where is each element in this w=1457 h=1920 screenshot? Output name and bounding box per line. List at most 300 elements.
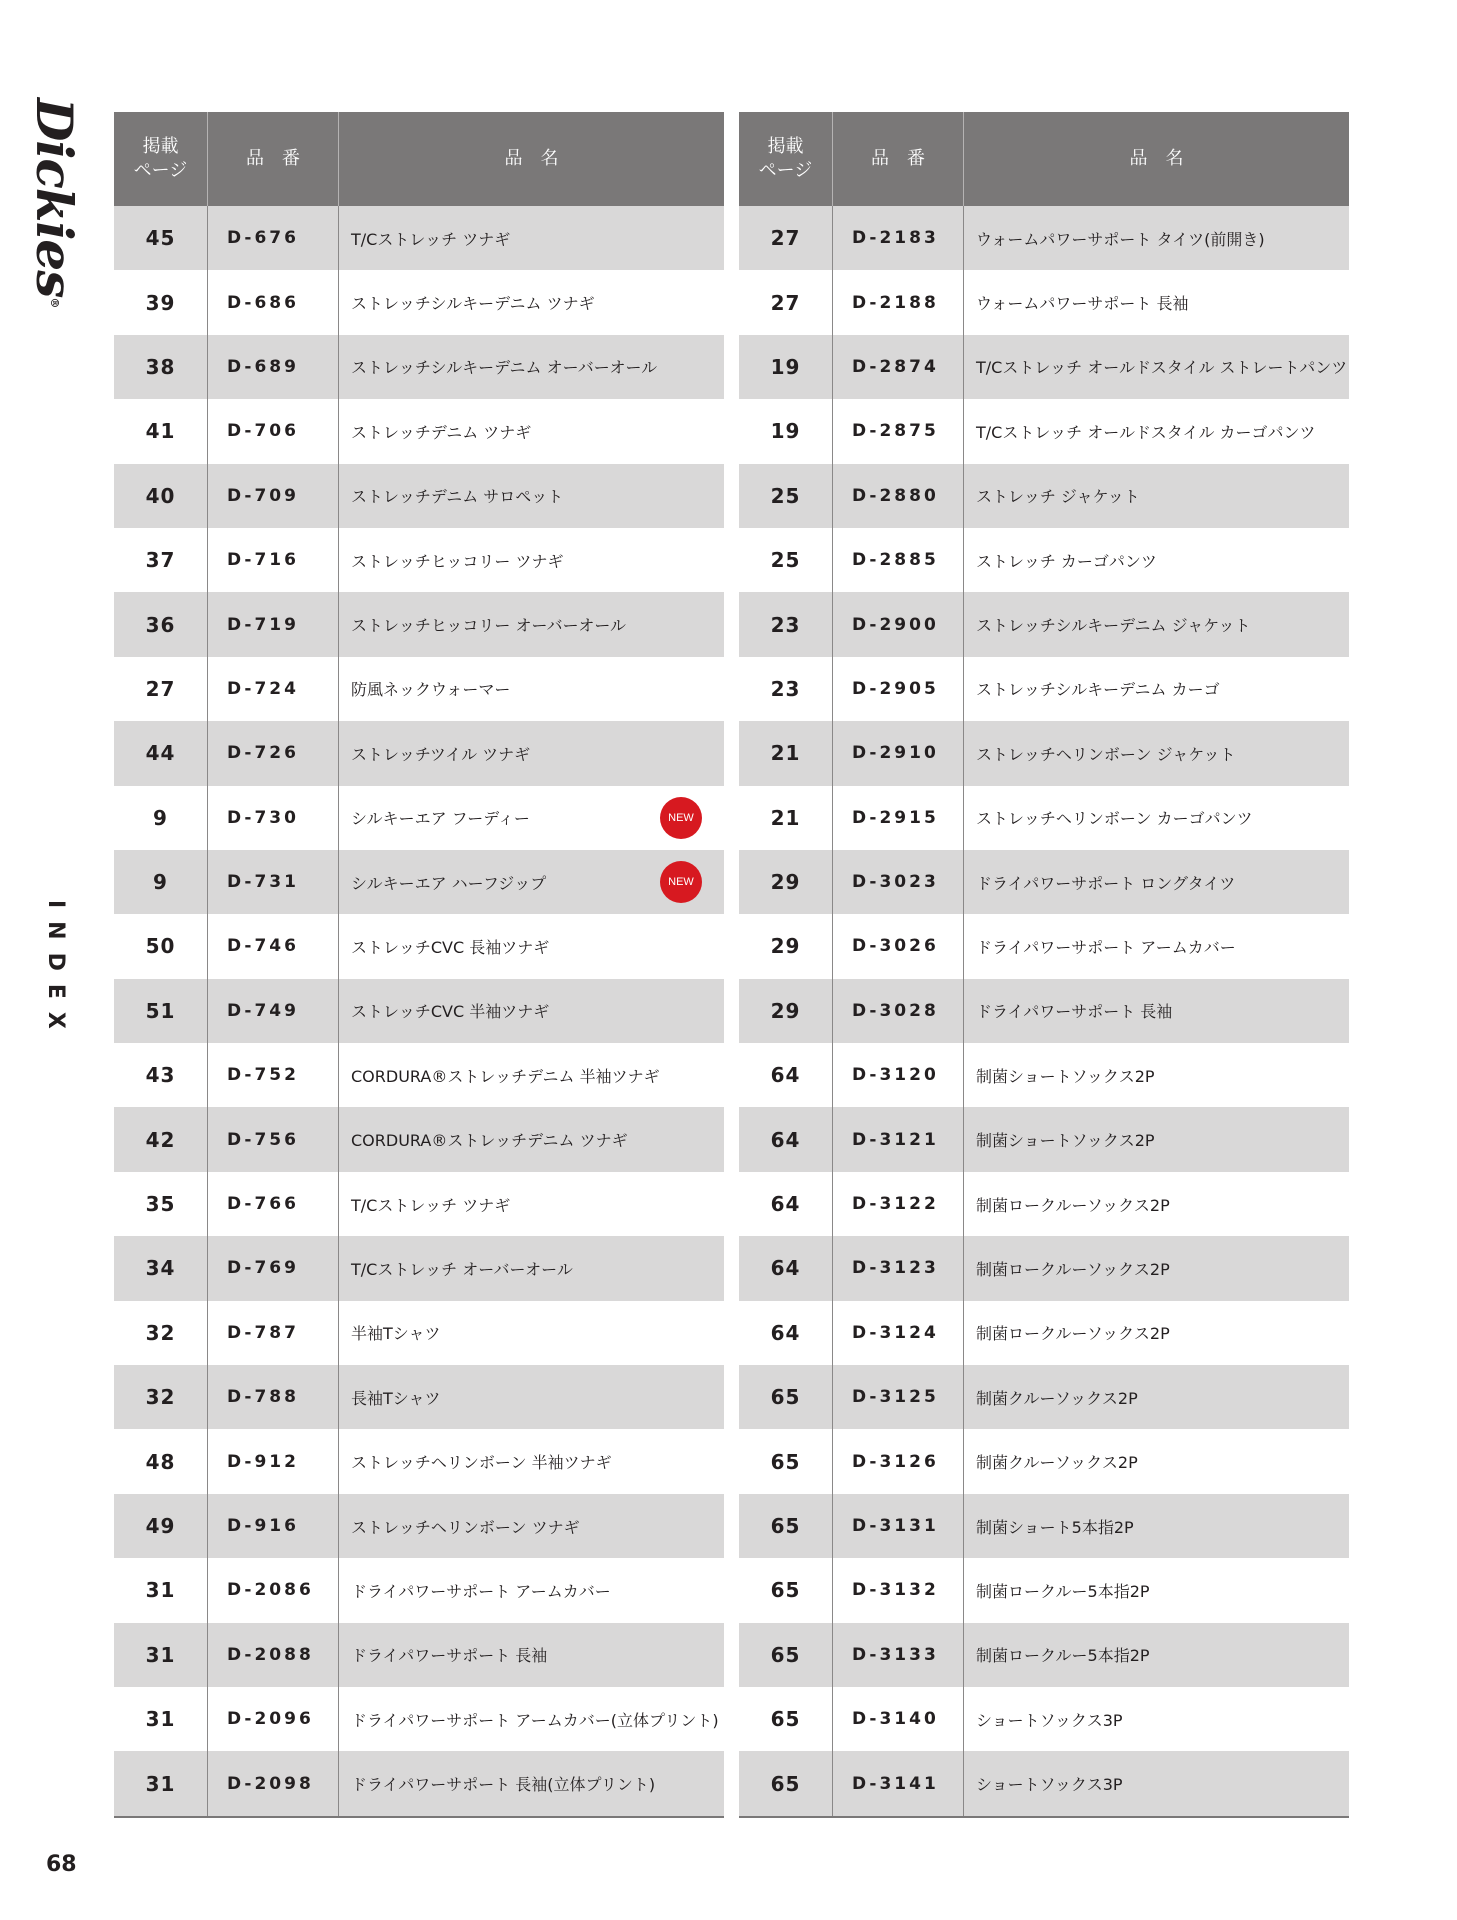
table-row xyxy=(739,1043,1349,1107)
table-row xyxy=(739,1301,1349,1365)
code-cell xyxy=(207,1558,338,1622)
page-cell-text: 65 xyxy=(770,1385,801,1410)
page-cell xyxy=(739,850,832,914)
page-cell-text: 21 xyxy=(770,805,801,830)
name-cell xyxy=(963,786,1349,850)
name-cell-text: ストレッチデニム ツナギ xyxy=(351,422,532,442)
code-cell xyxy=(207,270,338,334)
page-cell xyxy=(739,592,832,656)
page-cell xyxy=(114,335,207,399)
name-cell-text: CORDURA®ストレッチデニム 半袖ツナギ xyxy=(351,1066,660,1086)
page-cell xyxy=(114,399,207,463)
name-cell xyxy=(338,528,724,592)
code-cell-text: D-716 xyxy=(227,550,299,571)
page-cell-text: 40 xyxy=(145,483,176,508)
name-cell xyxy=(338,1623,724,1687)
table-row xyxy=(739,335,1349,399)
name-cell-text: ドライパワーサポート ロングタイツ xyxy=(976,873,1236,893)
code-cell xyxy=(207,335,338,399)
code-cell-text: D-2086 xyxy=(227,1580,314,1601)
name-cell xyxy=(338,721,724,785)
table-row xyxy=(114,1558,724,1622)
name-cell-text: ドライパワーサポート 長袖 xyxy=(976,1002,1173,1022)
page-cell-text: 64 xyxy=(770,1063,801,1088)
table-row xyxy=(114,1172,724,1236)
name-cell xyxy=(963,592,1349,656)
table-row xyxy=(114,1429,724,1493)
name-cell xyxy=(338,335,724,399)
header-name: 品 名 xyxy=(963,112,1349,206)
page-cell-text: 23 xyxy=(770,612,801,637)
page-cell-text: 32 xyxy=(145,1320,176,1345)
page-cell xyxy=(114,270,207,334)
code-cell xyxy=(832,1236,963,1300)
page-cell-text: 29 xyxy=(770,934,801,959)
page-cell xyxy=(739,206,832,270)
name-cell-text: ストレッチヘリンボーン 半袖ツナギ xyxy=(351,1453,612,1473)
page-cell xyxy=(114,1301,207,1365)
table-row xyxy=(739,270,1349,334)
code-cell-text: D-2088 xyxy=(227,1644,314,1665)
name-cell-text: ストレッチシルキーデニム カーゴ xyxy=(976,680,1220,700)
name-cell xyxy=(963,657,1349,721)
page-cell-text: 23 xyxy=(770,676,801,701)
name-cell xyxy=(338,206,724,270)
page-cell-text: 31 xyxy=(145,1578,176,1603)
name-cell xyxy=(338,1365,724,1429)
page-cell-text: 43 xyxy=(145,1063,176,1088)
table-row xyxy=(739,206,1349,270)
code-cell xyxy=(207,464,338,528)
name-cell-text: ストレッチ カーゴパンツ xyxy=(976,551,1157,571)
code-cell xyxy=(832,1301,963,1365)
code-cell-text: D-726 xyxy=(227,743,299,764)
name-cell-text: ドライパワーサポート 長袖(立体プリント) xyxy=(351,1775,656,1795)
name-cell-text: ストレッチツイル ツナギ xyxy=(351,744,531,764)
name-cell xyxy=(338,979,724,1043)
page-cell-text: 29 xyxy=(770,870,801,895)
code-cell-text: D-3121 xyxy=(852,1129,939,1150)
code-cell xyxy=(832,657,963,721)
name-cell-text: ドライパワーサポート アームカバー(立体プリント) xyxy=(351,1710,719,1730)
code-cell-text: D-2188 xyxy=(852,292,939,313)
table-row xyxy=(114,1687,724,1751)
name-cell xyxy=(338,399,724,463)
name-cell-text: ショートソックス3P xyxy=(976,1710,1123,1730)
name-cell-text: 制菌クルーソックス2P xyxy=(976,1453,1138,1473)
code-cell xyxy=(832,1558,963,1622)
name-cell xyxy=(963,1558,1349,1622)
page-cell-text: 21 xyxy=(770,741,801,766)
page-number: 68 xyxy=(46,1852,77,1877)
code-cell-text: D-689 xyxy=(227,356,299,377)
code-cell-text: D-709 xyxy=(227,485,299,506)
name-cell xyxy=(963,1043,1349,1107)
code-cell xyxy=(832,1494,963,1558)
name-cell-text: ウォームパワーサポート 長袖 xyxy=(976,294,1189,314)
table-row xyxy=(739,1494,1349,1558)
page-cell xyxy=(739,979,832,1043)
table-row xyxy=(739,464,1349,528)
page-cell xyxy=(739,1623,832,1687)
name-cell-text: 制菌ショート5本指2P xyxy=(976,1517,1134,1537)
page-cell xyxy=(739,528,832,592)
name-cell xyxy=(338,1301,724,1365)
name-cell xyxy=(338,1172,724,1236)
name-cell xyxy=(963,206,1349,270)
header-code: 品 番 xyxy=(832,112,963,206)
code-cell xyxy=(207,399,338,463)
code-cell xyxy=(207,528,338,592)
name-cell-text: ストレッチシルキーデニム オーバーオール xyxy=(351,358,658,378)
name-cell xyxy=(338,1687,724,1751)
page-cell xyxy=(739,1751,832,1815)
page-cell-text: 51 xyxy=(145,998,176,1023)
page-cell-text: 9 xyxy=(153,805,168,830)
name-cell xyxy=(338,270,724,334)
page-cell-text: 41 xyxy=(145,419,176,444)
name-cell-text: T/Cストレッチ ツナギ xyxy=(351,229,511,249)
page-cell xyxy=(739,1365,832,1429)
code-cell-text: D-746 xyxy=(227,936,299,957)
index-table-left xyxy=(114,112,724,1818)
code-cell xyxy=(832,850,963,914)
page-cell xyxy=(114,1172,207,1236)
page-cell xyxy=(114,206,207,270)
name-cell-text: ストレッチヘリンボーン ジャケット xyxy=(976,744,1236,764)
page-cell xyxy=(739,399,832,463)
name-cell-text: ストレッチヒッコリー ツナギ xyxy=(351,551,564,571)
page-cell xyxy=(739,1558,832,1622)
code-cell xyxy=(832,206,963,270)
page-cell xyxy=(114,1043,207,1107)
table-row xyxy=(114,270,724,334)
name-cell xyxy=(338,1429,724,1493)
page-cell-text: 27 xyxy=(770,290,801,315)
name-cell xyxy=(338,1043,724,1107)
table-body xyxy=(114,206,724,1816)
name-cell-text: シルキーエア ハーフジップ xyxy=(351,873,547,893)
table-row xyxy=(739,1687,1349,1751)
code-cell-text: D-2096 xyxy=(227,1709,314,1730)
name-cell-text: 制菌ロークルーソックス2P xyxy=(976,1324,1170,1344)
code-cell-text: D-769 xyxy=(227,1258,299,1279)
table-row xyxy=(114,850,724,914)
code-cell xyxy=(832,914,963,978)
page-cell xyxy=(114,1494,207,1558)
name-cell xyxy=(338,464,724,528)
table-row xyxy=(739,1365,1349,1429)
name-cell xyxy=(963,1172,1349,1236)
name-cell xyxy=(963,528,1349,592)
table-row xyxy=(114,721,724,785)
page-cell-text: 39 xyxy=(145,290,176,315)
name-cell-text: ストレッチ ジャケット xyxy=(976,487,1140,507)
table-row xyxy=(739,592,1349,656)
page-cell-text: 19 xyxy=(770,419,801,444)
code-cell-text: D-3141 xyxy=(852,1773,939,1794)
table-row xyxy=(114,1236,724,1300)
name-cell xyxy=(338,1558,724,1622)
header-code: 品 番 xyxy=(207,112,338,206)
page-cell-text: 38 xyxy=(145,354,176,379)
code-cell-text: D-756 xyxy=(227,1129,299,1150)
page-cell xyxy=(739,1236,832,1300)
page-cell xyxy=(114,1687,207,1751)
table-row xyxy=(114,592,724,656)
code-cell xyxy=(832,979,963,1043)
page-cell-text: 35 xyxy=(145,1192,176,1217)
page-cell xyxy=(114,528,207,592)
code-cell-text: D-2910 xyxy=(852,743,939,764)
page-cell xyxy=(739,1301,832,1365)
name-cell-text: 制菌クルーソックス2P xyxy=(976,1388,1138,1408)
page-cell-text: 42 xyxy=(145,1127,176,1152)
code-cell xyxy=(207,721,338,785)
page-cell xyxy=(114,1107,207,1171)
code-cell-text: D-788 xyxy=(227,1387,299,1408)
name-cell xyxy=(963,399,1349,463)
name-cell xyxy=(338,914,724,978)
code-cell xyxy=(832,1623,963,1687)
name-cell xyxy=(338,850,724,914)
name-cell xyxy=(963,464,1349,528)
code-cell-text: D-787 xyxy=(227,1322,299,1343)
code-cell-text: D-766 xyxy=(227,1194,299,1215)
code-cell-text: D-916 xyxy=(227,1516,299,1536)
page-cell-text: 19 xyxy=(770,354,801,379)
code-cell xyxy=(207,1365,338,1429)
code-cell xyxy=(207,979,338,1043)
name-cell-text: ストレッチデニム サロペット xyxy=(351,487,564,507)
code-cell xyxy=(207,850,338,914)
registered-mark: ® xyxy=(48,297,61,308)
code-cell-text: D-2874 xyxy=(852,356,939,377)
code-cell-text: D-676 xyxy=(227,228,299,249)
table-row xyxy=(114,1107,724,1171)
code-cell xyxy=(207,1107,338,1171)
table-row xyxy=(114,979,724,1043)
name-cell xyxy=(963,335,1349,399)
code-cell-text: D-3026 xyxy=(852,936,939,957)
page-cell-text: 29 xyxy=(770,998,801,1023)
table-row xyxy=(739,399,1349,463)
page-cell-text: 31 xyxy=(145,1707,176,1732)
page-cell-text: 64 xyxy=(770,1320,801,1345)
name-cell xyxy=(963,1236,1349,1300)
code-cell-text: D-719 xyxy=(227,614,299,635)
table-row xyxy=(739,1751,1349,1815)
code-cell-text: D-731 xyxy=(227,872,299,893)
table-row xyxy=(739,1107,1349,1171)
name-cell xyxy=(963,850,1349,914)
code-cell-text: D-2098 xyxy=(227,1773,314,1794)
name-cell xyxy=(963,914,1349,978)
name-cell-text: T/Cストレッチ ツナギ xyxy=(351,1195,511,1215)
page-cell xyxy=(739,1429,832,1493)
page-cell-text: 45 xyxy=(145,226,176,251)
name-cell xyxy=(963,1623,1349,1687)
name-cell xyxy=(338,786,724,850)
page-cell-text: 65 xyxy=(770,1771,801,1796)
name-cell-text: ドライパワーサポート アームカバー xyxy=(351,1581,611,1601)
code-cell-text: D-2915 xyxy=(852,807,939,828)
page-cell xyxy=(739,1494,832,1558)
page-cell-text: 25 xyxy=(770,483,801,508)
name-cell-text: 制菌ショートソックス2P xyxy=(976,1066,1155,1086)
header-name: 品 名 xyxy=(338,112,724,206)
page-cell xyxy=(739,1107,832,1171)
code-cell-text: D-706 xyxy=(227,421,299,442)
page-cell-text: 64 xyxy=(770,1256,801,1281)
name-cell xyxy=(963,1429,1349,1493)
page-cell-text: 65 xyxy=(770,1642,801,1667)
name-cell xyxy=(338,592,724,656)
code-cell xyxy=(832,1107,963,1171)
name-cell xyxy=(338,1107,724,1171)
table-row xyxy=(114,1494,724,1558)
brand-logo-text: Dickies® xyxy=(25,98,84,308)
code-cell xyxy=(832,592,963,656)
table-row xyxy=(114,1751,724,1815)
code-cell xyxy=(207,1429,338,1493)
code-cell-text: D-3122 xyxy=(852,1194,939,1215)
page-cell xyxy=(739,335,832,399)
page-cell xyxy=(114,914,207,978)
new-badge: NEW xyxy=(660,797,702,839)
table-row xyxy=(114,335,724,399)
code-cell xyxy=(207,1494,338,1558)
code-cell-text: D-3120 xyxy=(852,1065,939,1086)
page-cell-text: 65 xyxy=(770,1449,801,1474)
brand-logo xyxy=(25,98,84,308)
header-page: 掲載 ページ xyxy=(758,136,813,181)
code-cell-text: D-749 xyxy=(227,1000,299,1021)
code-cell xyxy=(207,914,338,978)
code-cell xyxy=(207,657,338,721)
name-cell xyxy=(338,1236,724,1300)
page-cell-text: 37 xyxy=(145,548,176,573)
name-cell-text: 長袖Tシャツ xyxy=(351,1388,441,1408)
table-row xyxy=(114,1301,724,1365)
page-cell-text: 31 xyxy=(145,1642,176,1667)
name-cell xyxy=(963,1107,1349,1171)
page-cell-text: 50 xyxy=(145,934,176,959)
table-body xyxy=(739,206,1349,1816)
table-row xyxy=(114,399,724,463)
code-cell-text: D-3125 xyxy=(852,1387,939,1408)
name-cell-text: ドライパワーサポート アームカバー xyxy=(976,937,1236,957)
code-cell-text: D-2183 xyxy=(852,228,939,249)
name-cell xyxy=(963,1751,1349,1815)
code-cell-text: D-3023 xyxy=(852,872,939,893)
name-cell-text: 制菌ロークルーソックス2P xyxy=(976,1195,1170,1215)
page-cell-text: 48 xyxy=(145,1449,176,1474)
name-cell-text: シルキーエア フーディー xyxy=(351,809,530,829)
page-cell xyxy=(114,1236,207,1300)
code-cell-text: D-3124 xyxy=(852,1322,939,1343)
table-row xyxy=(739,721,1349,785)
name-cell xyxy=(963,1301,1349,1365)
table-row xyxy=(739,1236,1349,1300)
page-cell xyxy=(739,914,832,978)
page-cell xyxy=(739,1687,832,1751)
page-cell xyxy=(114,592,207,656)
code-cell-text: D-3028 xyxy=(852,1000,939,1021)
code-cell xyxy=(832,721,963,785)
name-cell xyxy=(963,1494,1349,1558)
name-cell-text: T/Cストレッチ オールドスタイル カーゴパンツ xyxy=(976,422,1316,442)
code-cell-text: D-3133 xyxy=(852,1644,939,1665)
table-row xyxy=(114,1623,724,1687)
code-cell xyxy=(832,1043,963,1107)
name-cell-text: T/Cストレッチ オールドスタイル ストレートパンツ xyxy=(976,358,1348,378)
table-row xyxy=(114,528,724,592)
page-cell xyxy=(739,1172,832,1236)
page-cell xyxy=(739,786,832,850)
table-row xyxy=(739,786,1349,850)
page-cell-text: 27 xyxy=(145,676,176,701)
section-label xyxy=(42,900,68,1042)
code-cell-text: D-2875 xyxy=(852,421,939,442)
code-cell xyxy=(207,1751,338,1815)
name-cell-text: 防風ネックウォーマー xyxy=(351,680,511,700)
code-cell xyxy=(207,1043,338,1107)
page-cell-text: 25 xyxy=(770,548,801,573)
table-header xyxy=(114,112,724,206)
page-cell xyxy=(114,1623,207,1687)
name-cell xyxy=(963,1687,1349,1751)
name-cell-text: ストレッチCVC 半袖ツナギ xyxy=(351,1002,550,1022)
code-cell-text: D-3140 xyxy=(852,1709,939,1730)
page-cell-text: 65 xyxy=(770,1578,801,1603)
name-cell-text: CORDURA®ストレッチデニム ツナギ xyxy=(351,1131,628,1151)
name-cell-text: 制菌ショートソックス2P xyxy=(976,1131,1155,1151)
name-cell xyxy=(338,1494,724,1558)
page-cell-text: 31 xyxy=(145,1771,176,1796)
code-cell-text: D-912 xyxy=(227,1451,299,1472)
page-cell xyxy=(114,979,207,1043)
page-cell-text: 64 xyxy=(770,1127,801,1152)
page-cell-text: 9 xyxy=(153,870,168,895)
code-cell-text: D-3126 xyxy=(852,1451,939,1472)
page-cell xyxy=(739,464,832,528)
table-row xyxy=(114,786,724,850)
code-cell xyxy=(832,528,963,592)
code-cell-text: D-686 xyxy=(227,292,299,313)
code-cell xyxy=(207,1623,338,1687)
name-cell-text: ショートソックス3P xyxy=(976,1775,1123,1795)
table-row xyxy=(739,1558,1349,1622)
page-cell-text: 64 xyxy=(770,1192,801,1217)
page-cell xyxy=(114,1365,207,1429)
page-cell-text: 44 xyxy=(145,741,176,766)
page-cell xyxy=(114,464,207,528)
name-cell xyxy=(338,1751,724,1815)
name-cell-text: ストレッチシルキーデニム ジャケット xyxy=(976,616,1251,636)
name-cell-text: ストレッチCVC 長袖ツナギ xyxy=(351,937,550,957)
code-cell-text: D-3131 xyxy=(852,1516,939,1536)
name-cell-text: ドライパワーサポート 長袖 xyxy=(351,1646,548,1666)
name-cell-text: 制菌ロークルーソックス2P xyxy=(976,1259,1170,1279)
page-cell-text: 36 xyxy=(145,612,176,637)
name-cell-text: 制菌ロークルー5本指2P xyxy=(976,1581,1150,1601)
code-cell-text: D-752 xyxy=(227,1065,299,1086)
page-cell xyxy=(114,721,207,785)
code-cell xyxy=(832,1172,963,1236)
page-cell-text: 27 xyxy=(770,226,801,251)
page-cell-text: 32 xyxy=(145,1385,176,1410)
